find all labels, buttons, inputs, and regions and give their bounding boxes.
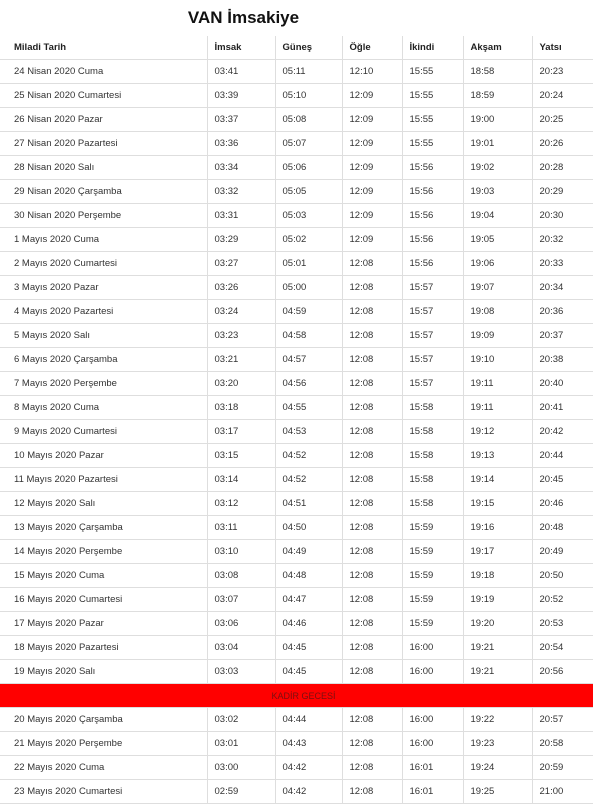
ogle-cell: 12:08: [342, 396, 402, 420]
column-header-ogle: Öğle: [342, 36, 402, 60]
date-cell: 3 Mayıs 2020 Pazar: [0, 276, 207, 300]
date-cell: 8 Mayıs 2020 Cuma: [0, 396, 207, 420]
yatsi-cell: 20:37: [532, 324, 593, 348]
date-cell: 23 Mayıs 2020 Cumartesi: [0, 780, 207, 804]
gunes-cell: 04:45: [275, 660, 342, 684]
ikindi-cell: 15:59: [402, 564, 463, 588]
table-row: [0, 756, 593, 780]
yatsi-cell: 20:29: [532, 180, 593, 204]
aksam-cell: 19:25: [463, 780, 532, 804]
ogle-cell: 12:08: [342, 708, 402, 732]
aksam-cell: 19:10: [463, 348, 532, 372]
date-cell: 17 Mayıs 2020 Pazar: [0, 612, 207, 636]
ogle-cell: 12:08: [342, 540, 402, 564]
date-cell: 14 Mayıs 2020 Perşembe: [0, 540, 207, 564]
gunes-cell: 04:52: [275, 444, 342, 468]
date-cell: 18 Mayıs 2020 Pazartesi: [0, 636, 207, 660]
yatsi-cell: 21:00: [532, 780, 593, 804]
ikindi-cell: 15:57: [402, 276, 463, 300]
aksam-cell: 19:21: [463, 636, 532, 660]
imsak-cell: 03:21: [207, 348, 275, 372]
column-header-aksam: Akşam: [463, 36, 532, 60]
column-header-yatsi: Yatsı: [532, 36, 593, 60]
table-row: [0, 444, 593, 468]
table-row: [0, 228, 593, 252]
imsak-cell: 03:24: [207, 300, 275, 324]
ikindi-cell: 15:57: [402, 324, 463, 348]
ogle-cell: 12:08: [342, 468, 402, 492]
ogle-cell: 12:08: [342, 588, 402, 612]
ikindi-cell: 15:56: [402, 204, 463, 228]
table-row: [0, 324, 593, 348]
ikindi-cell: 15:58: [402, 444, 463, 468]
aksam-cell: 19:24: [463, 756, 532, 780]
ogle-cell: 12:09: [342, 156, 402, 180]
aksam-cell: 19:18: [463, 564, 532, 588]
aksam-cell: 19:11: [463, 396, 532, 420]
table-row: [0, 468, 593, 492]
aksam-cell: 19:13: [463, 444, 532, 468]
ikindi-cell: 15:56: [402, 228, 463, 252]
imsak-cell: 03:00: [207, 756, 275, 780]
aksam-cell: 19:06: [463, 252, 532, 276]
date-cell: 21 Mayıs 2020 Perşembe: [0, 732, 207, 756]
yatsi-cell: 20:28: [532, 156, 593, 180]
ogle-cell: 12:09: [342, 180, 402, 204]
gunes-cell: 05:00: [275, 276, 342, 300]
table-row: [0, 516, 593, 540]
yatsi-cell: 20:59: [532, 756, 593, 780]
date-cell: 24 Nisan 2020 Cuma: [0, 60, 207, 84]
date-cell: 4 Mayıs 2020 Pazartesi: [0, 300, 207, 324]
imsak-cell: 03:08: [207, 564, 275, 588]
imsak-cell: 03:10: [207, 540, 275, 564]
date-cell: 20 Mayıs 2020 Çarşamba: [0, 708, 207, 732]
imsak-cell: 03:12: [207, 492, 275, 516]
imsak-cell: 03:07: [207, 588, 275, 612]
date-cell: 1 Mayıs 2020 Cuma: [0, 228, 207, 252]
table-row: [0, 636, 593, 660]
imsak-cell: 03:14: [207, 468, 275, 492]
gunes-cell: 05:06: [275, 156, 342, 180]
yatsi-cell: 20:58: [532, 732, 593, 756]
aksam-cell: 19:07: [463, 276, 532, 300]
table-row: [0, 108, 593, 132]
date-cell: 25 Nisan 2020 Cumartesi: [0, 84, 207, 108]
imsak-cell: 03:03: [207, 660, 275, 684]
aksam-cell: 19:09: [463, 324, 532, 348]
ikindi-cell: 16:00: [402, 708, 463, 732]
aksam-cell: 19:11: [463, 372, 532, 396]
ogle-cell: 12:08: [342, 300, 402, 324]
gunes-cell: 04:58: [275, 324, 342, 348]
ogle-cell: 12:09: [342, 84, 402, 108]
yatsi-cell: 20:30: [532, 204, 593, 228]
yatsi-cell: 20:54: [532, 636, 593, 660]
table-row: [0, 396, 593, 420]
ogle-cell: 12:08: [342, 756, 402, 780]
date-cell: 6 Mayıs 2020 Çarşamba: [0, 348, 207, 372]
table-row: [0, 612, 593, 636]
gunes-cell: 05:11: [275, 60, 342, 84]
aksam-cell: 19:04: [463, 204, 532, 228]
date-cell: 10 Mayıs 2020 Pazar: [0, 444, 207, 468]
date-cell: 22 Mayıs 2020 Cuma: [0, 756, 207, 780]
yatsi-cell: 20:36: [532, 300, 593, 324]
aksam-cell: 19:16: [463, 516, 532, 540]
ikindi-cell: 15:59: [402, 588, 463, 612]
imsak-cell: 03:18: [207, 396, 275, 420]
ikindi-cell: 15:57: [402, 372, 463, 396]
ikindi-cell: 15:59: [402, 516, 463, 540]
ogle-cell: 12:08: [342, 492, 402, 516]
ikindi-cell: 15:57: [402, 300, 463, 324]
date-cell: 15 Mayıs 2020 Cuma: [0, 564, 207, 588]
imsak-cell: 03:17: [207, 420, 275, 444]
ikindi-cell: 15:55: [402, 108, 463, 132]
date-cell: 30 Nisan 2020 Perşembe: [0, 204, 207, 228]
gunes-cell: 05:05: [275, 180, 342, 204]
yatsi-cell: 20:52: [532, 588, 593, 612]
ogle-cell: 12:08: [342, 444, 402, 468]
yatsi-cell: 20:26: [532, 132, 593, 156]
kadir-gecesi-row: [0, 684, 593, 708]
yatsi-cell: 20:48: [532, 516, 593, 540]
ogle-cell: 12:08: [342, 324, 402, 348]
ogle-cell: 12:08: [342, 516, 402, 540]
aksam-cell: 19:14: [463, 468, 532, 492]
yatsi-cell: 20:38: [532, 348, 593, 372]
date-cell: 29 Nisan 2020 Çarşamba: [0, 180, 207, 204]
gunes-cell: 05:10: [275, 84, 342, 108]
yatsi-cell: 20:42: [532, 420, 593, 444]
ogle-cell: 12:08: [342, 636, 402, 660]
gunes-cell: 05:01: [275, 252, 342, 276]
date-cell: 2 Mayıs 2020 Cumartesi: [0, 252, 207, 276]
yatsi-cell: 20:44: [532, 444, 593, 468]
imsak-cell: 03:11: [207, 516, 275, 540]
date-cell: 7 Mayıs 2020 Perşembe: [0, 372, 207, 396]
table-row: [0, 252, 593, 276]
prayer-times-table: [0, 36, 593, 804]
date-cell: 9 Mayıs 2020 Cumartesi: [0, 420, 207, 444]
ogle-cell: 12:08: [342, 252, 402, 276]
table-row: [0, 780, 593, 804]
gunes-cell: 04:48: [275, 564, 342, 588]
date-cell: 5 Mayıs 2020 Salı: [0, 324, 207, 348]
yatsi-cell: 20:49: [532, 540, 593, 564]
aksam-cell: 18:58: [463, 60, 532, 84]
gunes-cell: 04:46: [275, 612, 342, 636]
yatsi-cell: 20:40: [532, 372, 593, 396]
aksam-cell: 19:01: [463, 132, 532, 156]
gunes-cell: 04:53: [275, 420, 342, 444]
imsak-cell: 03:27: [207, 252, 275, 276]
ikindi-cell: 16:00: [402, 636, 463, 660]
aksam-cell: 19:17: [463, 540, 532, 564]
gunes-cell: 04:57: [275, 348, 342, 372]
column-header-imsak: İmsak: [207, 36, 275, 60]
date-cell: 28 Nisan 2020 Salı: [0, 156, 207, 180]
table-row: [0, 708, 593, 732]
ogle-cell: 12:08: [342, 372, 402, 396]
ikindi-cell: 15:57: [402, 348, 463, 372]
table-row: [0, 540, 593, 564]
aksam-cell: 19:12: [463, 420, 532, 444]
ogle-cell: 12:08: [342, 420, 402, 444]
column-header-gunes: Güneş: [275, 36, 342, 60]
gunes-cell: 04:59: [275, 300, 342, 324]
table-body: [0, 60, 593, 804]
table-row: [0, 276, 593, 300]
aksam-cell: 19:19: [463, 588, 532, 612]
aksam-cell: 19:23: [463, 732, 532, 756]
imsak-cell: 03:36: [207, 132, 275, 156]
ogle-cell: 12:08: [342, 780, 402, 804]
imsak-cell: 03:34: [207, 156, 275, 180]
ogle-cell: 12:10: [342, 60, 402, 84]
ikindi-cell: 15:58: [402, 492, 463, 516]
gunes-cell: 04:43: [275, 732, 342, 756]
ikindi-cell: 16:00: [402, 660, 463, 684]
gunes-cell: 04:50: [275, 516, 342, 540]
ikindi-cell: 15:55: [402, 60, 463, 84]
gunes-cell: 05:02: [275, 228, 342, 252]
imsak-cell: 03:41: [207, 60, 275, 84]
aksam-cell: 18:59: [463, 84, 532, 108]
imsak-cell: 03:26: [207, 276, 275, 300]
imsak-cell: 03:04: [207, 636, 275, 660]
imsak-cell: 02:59: [207, 780, 275, 804]
ogle-cell: 12:08: [342, 564, 402, 588]
date-cell: 11 Mayıs 2020 Pazartesi: [0, 468, 207, 492]
table-row: [0, 660, 593, 684]
yatsi-cell: 20:32: [532, 228, 593, 252]
table-row: [0, 588, 593, 612]
gunes-cell: 04:42: [275, 756, 342, 780]
imsak-cell: 03:39: [207, 84, 275, 108]
date-cell: 19 Mayıs 2020 Salı: [0, 660, 207, 684]
aksam-cell: 19:20: [463, 612, 532, 636]
yatsi-cell: 20:53: [532, 612, 593, 636]
table-row: [0, 132, 593, 156]
imsak-cell: 03:31: [207, 204, 275, 228]
ogle-cell: 12:08: [342, 276, 402, 300]
ikindi-cell: 15:56: [402, 252, 463, 276]
imsak-cell: 03:20: [207, 372, 275, 396]
imsak-cell: 03:23: [207, 324, 275, 348]
aksam-cell: 19:00: [463, 108, 532, 132]
yatsi-cell: 20:25: [532, 108, 593, 132]
table-row: [0, 180, 593, 204]
aksam-cell: 19:02: [463, 156, 532, 180]
gunes-cell: 04:51: [275, 492, 342, 516]
table-header-row: [0, 36, 593, 60]
yatsi-cell: 20:46: [532, 492, 593, 516]
ogle-cell: 12:08: [342, 348, 402, 372]
ogle-cell: 12:09: [342, 228, 402, 252]
table-row: [0, 300, 593, 324]
date-cell: 12 Mayıs 2020 Salı: [0, 492, 207, 516]
gunes-cell: 04:47: [275, 588, 342, 612]
table-row: [0, 372, 593, 396]
yatsi-cell: 20:56: [532, 660, 593, 684]
gunes-cell: 04:49: [275, 540, 342, 564]
imsak-cell: 03:06: [207, 612, 275, 636]
ikindi-cell: 15:58: [402, 468, 463, 492]
gunes-cell: 04:45: [275, 636, 342, 660]
imsak-cell: 03:01: [207, 732, 275, 756]
table-row: [0, 420, 593, 444]
gunes-cell: 04:55: [275, 396, 342, 420]
column-header-date: Miladi Tarih: [0, 36, 207, 60]
yatsi-cell: 20:57: [532, 708, 593, 732]
yatsi-cell: 20:33: [532, 252, 593, 276]
aksam-cell: 19:03: [463, 180, 532, 204]
table-row: [0, 156, 593, 180]
ikindi-cell: 15:55: [402, 132, 463, 156]
aksam-cell: 19:08: [463, 300, 532, 324]
ikindi-cell: 16:00: [402, 732, 463, 756]
ikindi-cell: 15:59: [402, 540, 463, 564]
aksam-cell: 19:05: [463, 228, 532, 252]
ogle-cell: 12:09: [342, 132, 402, 156]
gunes-cell: 04:56: [275, 372, 342, 396]
ikindi-cell: 15:56: [402, 156, 463, 180]
date-cell: 26 Nisan 2020 Pazar: [0, 108, 207, 132]
gunes-cell: 05:08: [275, 108, 342, 132]
ikindi-cell: 16:01: [402, 756, 463, 780]
table-row: [0, 60, 593, 84]
ikindi-cell: 15:58: [402, 396, 463, 420]
ogle-cell: 12:08: [342, 732, 402, 756]
yatsi-cell: 20:23: [532, 60, 593, 84]
table-row: [0, 492, 593, 516]
gunes-cell: 05:07: [275, 132, 342, 156]
aksam-cell: 19:21: [463, 660, 532, 684]
imsak-cell: 03:15: [207, 444, 275, 468]
ogle-cell: 12:09: [342, 108, 402, 132]
table-row: [0, 84, 593, 108]
page-title: VAN İmsakiye: [187, 8, 300, 27]
gunes-cell: 04:44: [275, 708, 342, 732]
date-cell: 16 Mayıs 2020 Cumartesi: [0, 588, 207, 612]
aksam-cell: 19:22: [463, 708, 532, 732]
ogle-cell: 12:08: [342, 612, 402, 636]
gunes-cell: 05:03: [275, 204, 342, 228]
table-row: [0, 348, 593, 372]
yatsi-cell: 20:41: [532, 396, 593, 420]
ikindi-cell: 16:01: [402, 780, 463, 804]
ikindi-cell: 15:59: [402, 612, 463, 636]
date-cell: 27 Nisan 2020 Pazartesi: [0, 132, 207, 156]
imsak-cell: 03:37: [207, 108, 275, 132]
ogle-cell: 12:08: [342, 660, 402, 684]
table-row: [0, 732, 593, 756]
date-cell: 13 Mayıs 2020 Çarşamba: [0, 516, 207, 540]
column-header-ikindi: İkindi: [402, 36, 463, 60]
yatsi-cell: 20:24: [532, 84, 593, 108]
ogle-cell: 12:09: [342, 204, 402, 228]
imsak-cell: 03:29: [207, 228, 275, 252]
ikindi-cell: 15:56: [402, 180, 463, 204]
kadir-gecesi-label: KADİR GECESİ: [0, 684, 593, 708]
gunes-cell: 04:42: [275, 780, 342, 804]
gunes-cell: 04:52: [275, 468, 342, 492]
table-row: [0, 564, 593, 588]
yatsi-cell: 20:45: [532, 468, 593, 492]
ikindi-cell: 15:58: [402, 420, 463, 444]
table-row: [0, 204, 593, 228]
imsak-cell: 03:02: [207, 708, 275, 732]
yatsi-cell: 20:50: [532, 564, 593, 588]
ikindi-cell: 15:55: [402, 84, 463, 108]
imsak-cell: 03:32: [207, 180, 275, 204]
yatsi-cell: 20:34: [532, 276, 593, 300]
aksam-cell: 19:15: [463, 492, 532, 516]
